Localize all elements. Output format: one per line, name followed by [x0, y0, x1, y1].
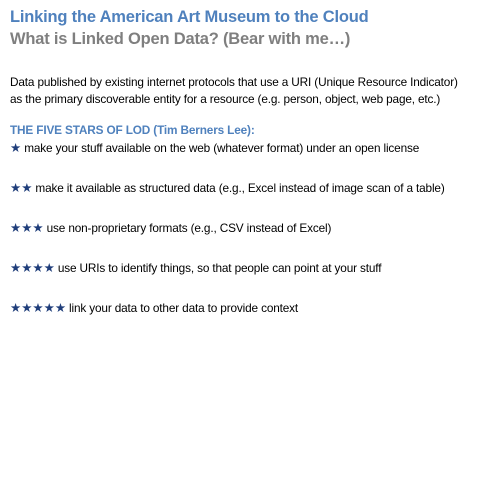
star-item-1	[10, 139, 470, 157]
star-rating-icon: ★★★	[10, 220, 44, 235]
star-item-text: make it available as structured data (e.g., Excel instead of image scan of a table)	[35, 181, 445, 195]
slide-title: Linking the American Art Museum to the Cloud	[10, 8, 369, 26]
star-item-3	[10, 219, 470, 237]
five-stars-list	[10, 139, 470, 317]
star-item-4	[10, 259, 470, 277]
star-item-text: make your stuff available on the web (whatever format) under an open license	[24, 141, 420, 155]
five-stars-heading: THE FIVE STARS OF LOD (Tim Berners Lee):	[10, 123, 255, 137]
star-item-text: link your data to other data to provide context	[69, 301, 299, 315]
star-item-text: use URIs to identify things, so that people can point at your stuff	[57, 261, 382, 275]
star-rating-icon: ★★★★★	[10, 300, 67, 315]
star-rating-icon: ★★	[10, 180, 33, 195]
star-item-2	[10, 179, 470, 197]
slide-subtitle: What is Linked Open Data? (Bear with me…)	[10, 30, 351, 48]
star-rating-icon: ★★★★	[10, 260, 55, 275]
intro-paragraph: Data published by existing internet protocols that use a URI (Unique Resource Indicator) as the primary discoverable entity for a resource (e.g. person, object, web page, etc.)	[10, 75, 458, 106]
star-item-text: use non-proprietary formats (e.g., CSV instead of Excel)	[46, 221, 332, 235]
star-rating-icon: ★	[10, 140, 22, 155]
star-item-5	[10, 299, 470, 317]
